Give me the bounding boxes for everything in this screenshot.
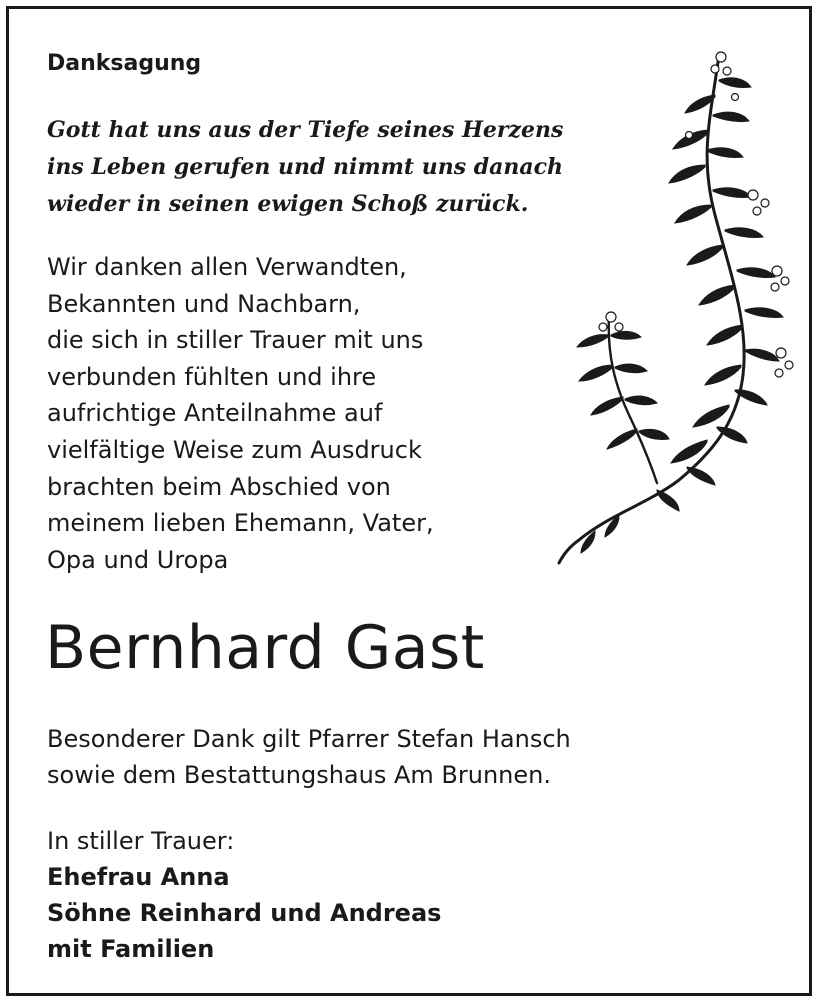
flowering-plant-sprig-icon [539,35,799,575]
special-thanks [47,721,571,793]
special-thanks-line: Besonderer Dank gilt Pfarrer Stefan Hansch [47,725,571,753]
verse-quote [47,112,563,223]
thanks-paragraph [47,249,434,578]
mourner-line: Söhne Reinhard und Andreas [47,899,442,927]
mourning-label: In stiller Trauer: [47,827,235,855]
thanks-line: Wir danken allen Verwandten, [47,253,407,281]
notice-heading: Danksagung [47,51,202,76]
thanks-line: meinem lieben Ehemann, Vater, [47,509,434,538]
deceased-name: Bernhard Gast [45,613,485,683]
thanks-line: aufrichtige Anteilnahme auf [47,399,383,428]
thanks-line: Opa und Uropa [47,545,229,574]
verse-line: wieder in seinen ewigen Schoß zurück. [47,191,529,217]
thanks-line: brachten beim Abschied von [47,472,391,501]
thanks-line: die sich in stiller Trauer mit uns [47,326,424,355]
verse-line: ins Leben gerufen und nimmt uns danach [47,154,564,180]
mourner-line: Ehefrau Anna [47,863,230,891]
thanks-line: Bekannten und Nachbarn, [47,289,361,318]
mourner-line: mit Familien [47,935,215,963]
thanks-line: verbunden fühlten und ihre [47,362,377,391]
special-thanks-line: sowie dem Bestattungshaus Am Brunnen. [47,761,551,789]
obituary-notice [6,6,812,996]
mourners-list [47,859,441,967]
verse-line: Gott hat uns aus der Tiefe seines Herzens [47,117,564,143]
thanks-line: vielfältige Weise zum Ausdruck [47,435,422,464]
